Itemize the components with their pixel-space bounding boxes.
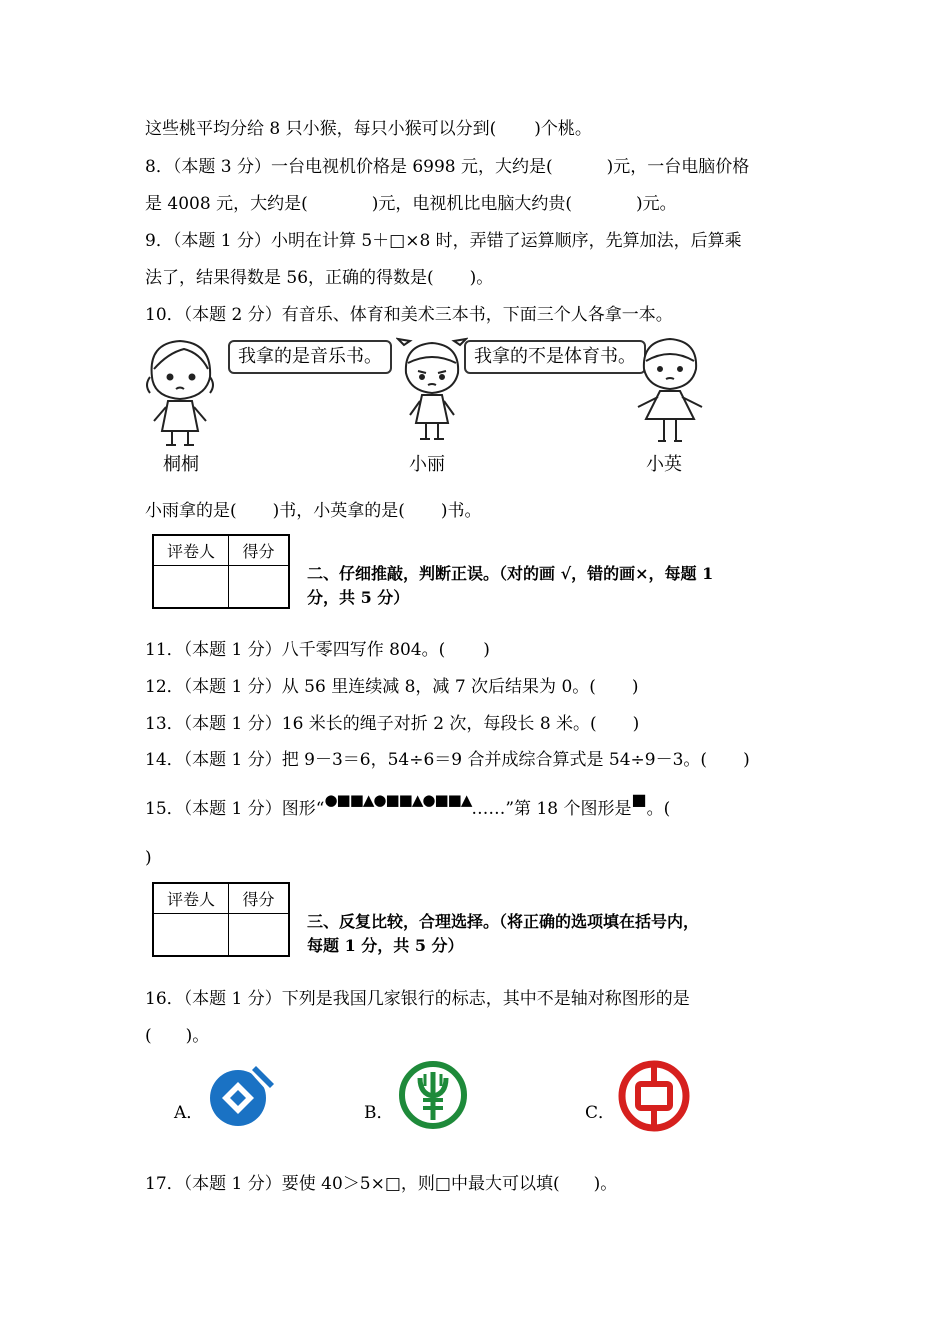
grader-header: 评卷人	[154, 536, 229, 566]
ccb-logo-icon[interactable]	[206, 1064, 276, 1128]
q10-text: 小雨拿的是(	[145, 501, 237, 521]
option-c-label[interactable]: C．	[585, 1103, 616, 1123]
grader-header: 评卷人	[154, 884, 229, 914]
q8-text: )元，一台电脑价格	[606, 157, 750, 177]
q8-text: 8．（本题 3 分）一台电视机价格是 6998 元，大约是(	[145, 157, 553, 177]
q11-text: 11．（本题 1 分）八千零四写作 804。(	[145, 640, 446, 660]
q9-text: 法了，结果得数是 56，正确的得数是(	[145, 268, 434, 288]
q17: 17．（本题 1 分）要使 40＞5×□，则□中最大可以填( )。	[145, 1174, 618, 1194]
name-xiaoying: 小英	[646, 454, 682, 475]
section2-title-line2: 分，共 5 分）	[307, 588, 410, 607]
q12-text: )	[631, 677, 639, 697]
grader-cell[interactable]	[154, 566, 229, 607]
q10-stem: 10．（本题 2 分）有音乐、体育和美术三本书，下面三个人各拿一本。	[145, 305, 673, 325]
score-table-section2	[152, 534, 290, 609]
q13	[145, 713, 639, 735]
q14-text: )	[743, 750, 750, 770]
q13-text: 13．（本题 1 分）16 米长的绳子对折 2 次，每段长 8 米。(	[145, 714, 597, 734]
shape-pattern: ●■■▲●■■▲●■■▲	[324, 791, 472, 809]
section3-title-line2: 每题 1 分，共 5 分）	[307, 936, 464, 955]
score-table-section3	[152, 882, 290, 957]
q15-text: 。(	[646, 799, 671, 819]
q9-text: )。	[469, 268, 494, 288]
q7-text-b: )个桃。	[534, 119, 592, 139]
q9-line2	[145, 267, 493, 289]
q15-text: ……”第 18 个图形是	[471, 799, 632, 819]
q11	[145, 639, 490, 661]
score-header: 得分	[229, 884, 288, 914]
q8-text: 是 4008 元，大约是(	[145, 194, 308, 214]
q10-text: )书，小英拿的是(	[272, 501, 405, 521]
girl-xiaoli-illustration	[396, 335, 468, 445]
q16-line1: 16．（本题 1 分）下列是我国几家银行的标志，其中不是轴对称图形的是	[145, 989, 690, 1009]
q15-text: 15．（本题 1 分）图形“	[145, 799, 325, 819]
q16-line2[interactable]: ( )。	[145, 1026, 210, 1046]
name-xiaoli: 小丽	[409, 454, 445, 475]
grader-cell[interactable]	[154, 914, 229, 955]
q12	[145, 676, 639, 698]
q15-close[interactable]: )	[145, 848, 152, 868]
q9-line1: 9．（本题 1 分）小明在计算 5＋□×8 时，弄错了运算顺序，先算加法，后算乘	[145, 231, 742, 251]
q12-text: 12．（本题 1 分）从 56 里连续减 8，减 7 次后结果为 0。(	[145, 677, 596, 697]
speech-bubble-xiaoli: 我拿的不是体育书。	[464, 340, 646, 374]
speech-bubble-tongtong: 我拿的是音乐书。	[228, 340, 392, 374]
section2-title-line1: 二、仔细推敲，判断正误。（对的画 √，错的画×，每题 1	[307, 564, 714, 583]
option-b-label[interactable]: B．	[364, 1103, 394, 1123]
q14	[145, 749, 750, 771]
q13-text: )	[632, 714, 640, 734]
option-a-label[interactable]: A．	[174, 1103, 204, 1123]
q10-answer	[145, 500, 482, 522]
girl-tongtong-illustration	[140, 335, 230, 450]
q7-text-a: 这些桃平均分给 8 只小猴，每只小猴可以分到(	[145, 119, 497, 139]
q14-text: 14．（本题 1 分）把 9－3＝6，54÷6＝9 合并成综合算式是 54÷9－3。(	[145, 750, 708, 770]
q8-line1	[145, 156, 749, 178]
girl-xiaoying-illustration	[630, 335, 710, 447]
score-header: 得分	[229, 536, 288, 566]
q7-continuation	[145, 118, 592, 140]
abc-logo-icon[interactable]	[398, 1060, 468, 1130]
section3-title-line1: 三、反复比较，合理选择。（将正确的选项填在括号内，	[307, 912, 700, 931]
q8-line2	[145, 193, 677, 215]
q10-text: )书。	[440, 501, 482, 521]
name-tongtong: 桐桐	[163, 454, 199, 475]
q15	[145, 790, 671, 820]
q8-text: )元。	[635, 194, 677, 214]
q8-text: )元，电视机比电脑大约贵(	[371, 194, 572, 214]
q11-text: )	[483, 640, 490, 660]
boc-logo-icon[interactable]	[618, 1060, 690, 1132]
score-cell[interactable]	[229, 914, 288, 955]
square-shape: ■	[631, 790, 647, 809]
score-cell[interactable]	[229, 566, 288, 607]
